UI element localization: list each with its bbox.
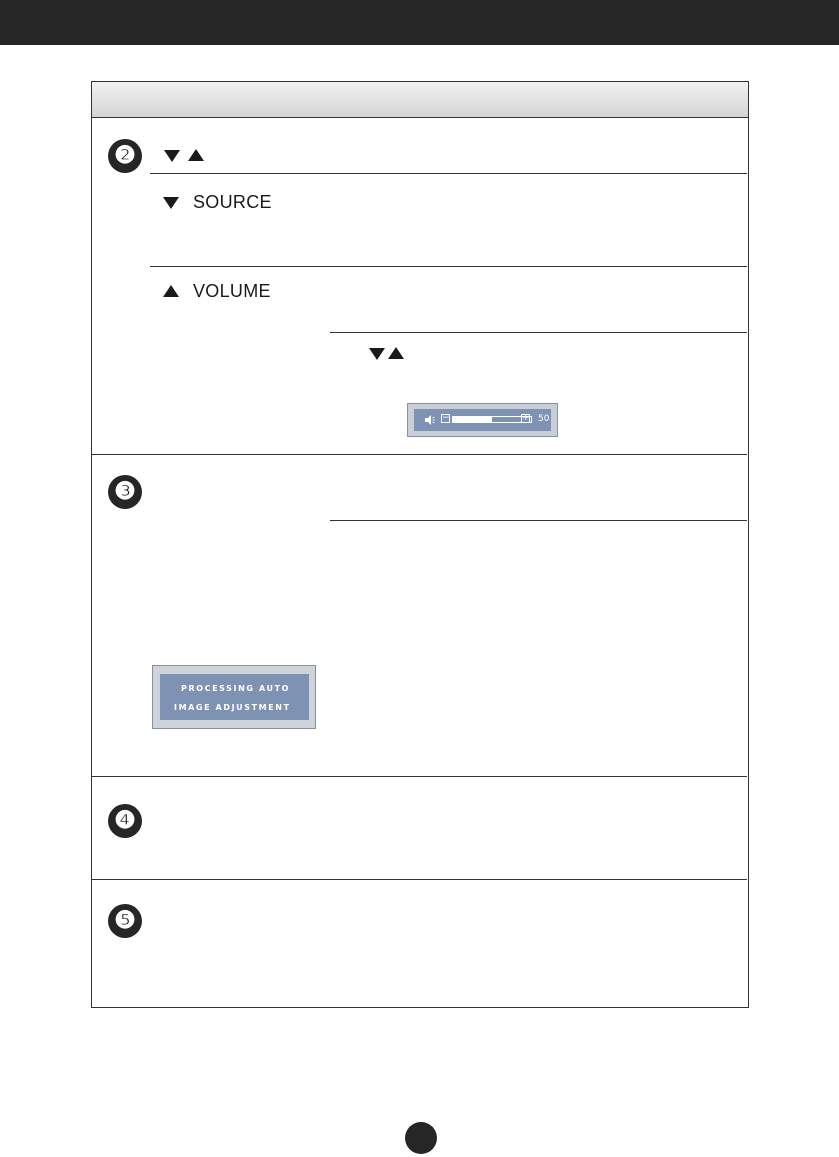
- up-arrow-icon: [388, 347, 404, 359]
- minus-icon: −: [442, 413, 450, 423]
- bullet-5: ❺: [108, 904, 142, 938]
- volume-slider: [452, 413, 532, 423]
- osd-line-1: PROCESSING AUTO: [181, 684, 291, 693]
- content-frame: [91, 81, 749, 1008]
- down-arrow-icon: [163, 197, 179, 209]
- source-label: SOURCE: [193, 192, 272, 212]
- up-arrow-icon: [188, 149, 204, 161]
- section-divider: [91, 879, 747, 880]
- section-divider: [91, 454, 747, 455]
- divider: [330, 332, 747, 333]
- top-header-bar: [0, 0, 839, 45]
- auto-adjust-osd: [152, 665, 316, 729]
- divider: [150, 266, 747, 267]
- volume-label: VOLUME: [193, 281, 271, 301]
- up-arrow-icon: [163, 285, 179, 297]
- bullet-2: ❷: [108, 139, 142, 173]
- volume-value: 50: [538, 414, 550, 424]
- bullet-4: ❹: [108, 804, 142, 838]
- bullet-3: ❸: [108, 475, 142, 509]
- divider: [150, 173, 747, 174]
- auto-adjust-osd-panel: [160, 674, 309, 720]
- section-divider: [91, 776, 747, 777]
- osd-line-2: IMAGE ADJUSTMENT: [174, 703, 291, 712]
- volume-level-fill: [453, 417, 492, 422]
- speaker-icon: [425, 415, 435, 425]
- down-arrow-icon: [369, 348, 385, 360]
- page-number-dot: [405, 1122, 437, 1154]
- divider: [330, 520, 747, 521]
- volume-osd: [407, 403, 558, 437]
- down-arrow-icon: [164, 150, 180, 162]
- volume-osd-panel: [414, 409, 551, 431]
- plus-icon: +: [522, 413, 530, 423]
- table-header-bar: [92, 82, 748, 118]
